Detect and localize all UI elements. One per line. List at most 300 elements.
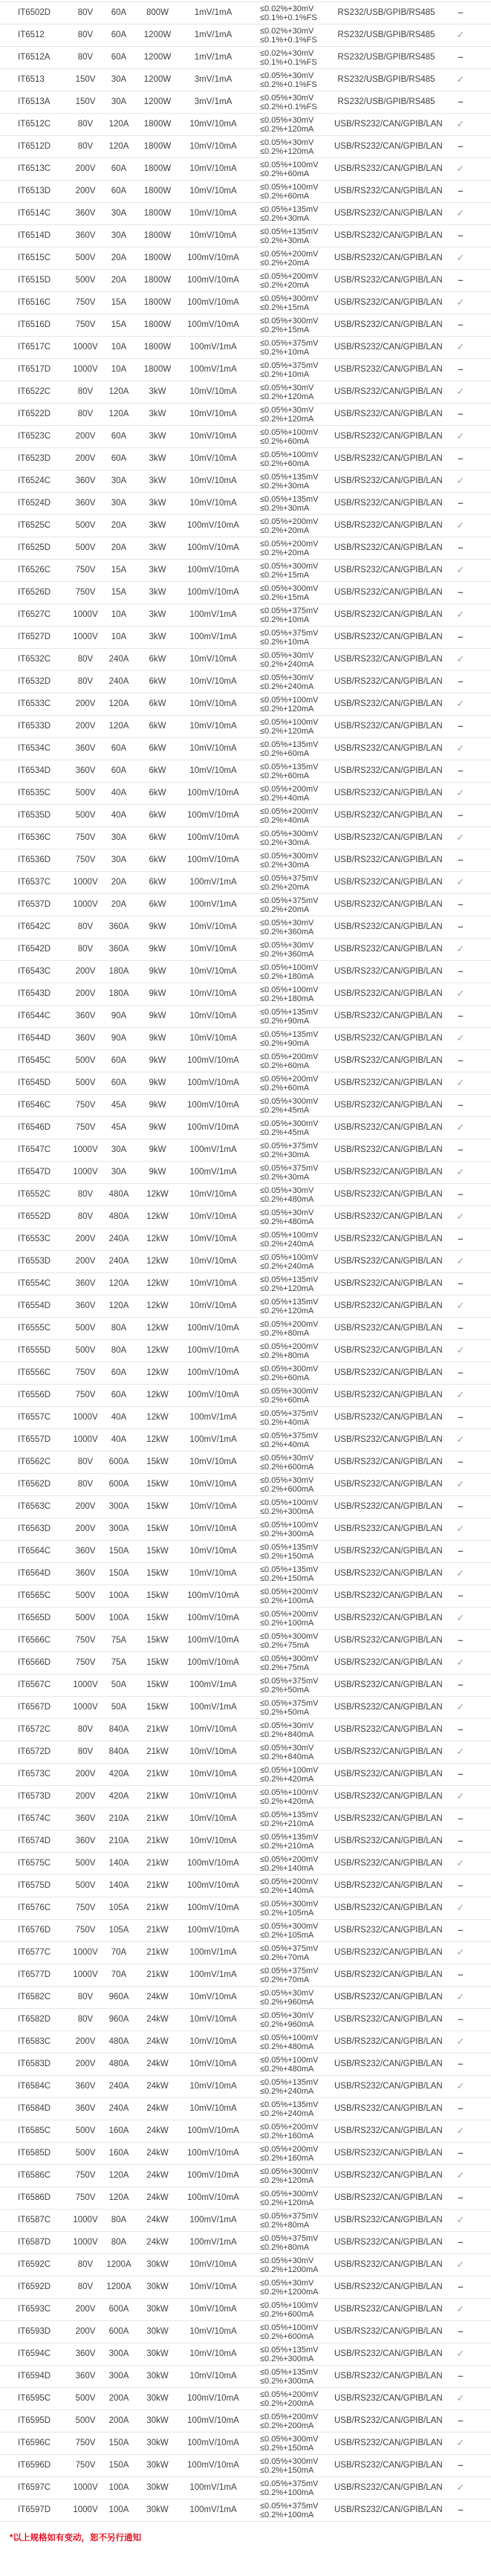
current-cell: 15A xyxy=(111,320,127,329)
accuracy-cell xyxy=(245,941,334,959)
table-row xyxy=(0,493,491,515)
power-cell: 6kW xyxy=(149,878,166,887)
model-cell: IT6542D xyxy=(18,945,51,954)
interfaces-cell: USB/RS232/CAN/GPIB/LAN xyxy=(334,1636,443,1645)
power-cell: 21kW xyxy=(146,1814,169,1823)
voltage-cell: 360V xyxy=(75,1814,96,1823)
current-cell: 1200A xyxy=(106,2282,131,2291)
model-cell: IT6577D xyxy=(18,1970,51,1979)
power-cell: 6kW xyxy=(149,766,166,775)
interfaces-cell: USB/RS232/CAN/GPIB/LAN xyxy=(334,744,443,753)
power-cell: 15kW xyxy=(146,1547,169,1556)
check-icon: ✓ xyxy=(456,1434,465,1445)
dash-icon: – xyxy=(458,921,464,932)
accuracy-voltage-line: ≤0.05%+100mV xyxy=(260,1230,319,1240)
voltage-cell: 1000V xyxy=(73,632,98,641)
standard-flag-cell xyxy=(438,899,483,910)
accuracy-current-line: ≤0.2%+75mA xyxy=(260,1663,310,1672)
standard-flag-cell xyxy=(438,1167,483,1178)
resolution-cell: 100mV/1mA xyxy=(189,632,237,641)
model-cell: IT6516C xyxy=(18,298,51,307)
accuracy-cell xyxy=(245,2301,334,2319)
accuracy-current-line: ≤0.2%+360mA xyxy=(260,927,314,936)
check-icon: ✓ xyxy=(456,787,465,798)
current-cell: 600A xyxy=(108,1480,129,1489)
resolution-cell: 10mV/10mA xyxy=(189,2372,237,2381)
table-row xyxy=(0,2366,491,2388)
accuracy-current-line: ≤0.2%+60mA xyxy=(260,169,310,178)
accuracy-voltage-line: ≤0.05%+300mV xyxy=(260,2456,319,2466)
power-cell: 12kW xyxy=(146,1391,169,1399)
standard-flag-cell xyxy=(438,1524,483,1535)
accuracy-cell xyxy=(245,1766,334,1784)
resolution-cell: 100mV/10mA xyxy=(187,1368,239,1377)
interfaces-cell: USB/RS232/CAN/GPIB/LAN xyxy=(334,1324,443,1333)
accuracy-voltage-line: ≤0.05%+200mV xyxy=(260,1877,319,1886)
current-cell: 60A xyxy=(111,454,127,463)
standard-flag-cell xyxy=(438,2215,483,2226)
voltage-cell: 750V xyxy=(75,1123,96,1132)
accuracy-cell xyxy=(245,71,334,89)
resolution-cell: 10mV/10mA xyxy=(189,1234,237,1243)
current-cell: 80A xyxy=(111,2216,127,2224)
voltage-cell: 750V xyxy=(75,298,96,307)
table-row xyxy=(0,2187,491,2210)
current-cell: 120A xyxy=(108,1279,129,1288)
accuracy-current-line: ≤0.2%+600mA xyxy=(260,2331,314,2341)
table-row xyxy=(0,1719,491,1741)
dash-icon: – xyxy=(458,230,464,241)
accuracy-current-line: ≤0.2%+80mA xyxy=(260,2220,310,2230)
table-row xyxy=(0,1452,491,1474)
check-icon: ✓ xyxy=(456,2214,465,2225)
standard-flag-cell xyxy=(438,1434,483,1446)
resolution-cell: 100mV/10mA xyxy=(187,1859,239,1868)
standard-flag-cell xyxy=(438,1992,483,2003)
accuracy-current-line: ≤0.2%+360mA xyxy=(260,949,314,959)
model-cell: IT6594C xyxy=(18,2349,51,2358)
check-icon: ✓ xyxy=(456,1211,465,1222)
table-row xyxy=(0,1006,491,1028)
power-cell: 30kW xyxy=(146,2372,169,2381)
accuracy-current-line: ≤0.2%+105mA xyxy=(260,1930,314,1940)
power-cell: 24kW xyxy=(146,2126,169,2135)
interfaces-cell: USB/RS232/CAN/GPIB/LAN xyxy=(334,1993,443,2001)
resolution-cell: 10mV/10mA xyxy=(189,989,237,998)
interfaces-cell: USB/RS232/CAN/GPIB/LAN xyxy=(334,722,443,731)
accuracy-voltage-line: ≤0.05%+300mV xyxy=(260,294,319,303)
current-cell: 120A xyxy=(108,2171,129,2180)
table-row xyxy=(0,1920,491,1942)
accuracy-current-line: ≤0.2%+960mA xyxy=(260,2019,314,2029)
accuracy-voltage-line: ≤0.05%+375mV xyxy=(260,1408,319,1418)
power-cell: 30kW xyxy=(146,2394,169,2403)
current-cell: 10A xyxy=(111,610,127,619)
accuracy-current-line: ≤0.2%+30mA xyxy=(260,481,310,491)
interfaces-cell: USB/RS232/CAN/GPIB/LAN xyxy=(334,320,443,329)
accuracy-voltage-line: ≤0.05%+375mV xyxy=(260,2501,319,2511)
standard-flag-cell xyxy=(438,632,483,643)
current-cell: 15A xyxy=(111,298,127,307)
power-cell: 9kW xyxy=(149,1168,166,1177)
model-cell: IT6582C xyxy=(18,1993,51,2001)
interfaces-cell: USB/RS232/CAN/GPIB/LAN xyxy=(334,1212,443,1221)
check-icon: ✓ xyxy=(456,386,465,397)
power-cell: 21kW xyxy=(146,1747,169,1756)
power-cell: 3kW xyxy=(149,387,166,396)
interfaces-cell: RS232/USB/GPIB/RS485 xyxy=(337,30,435,39)
table-row xyxy=(0,738,491,760)
voltage-cell: 500V xyxy=(75,1346,96,1355)
standard-flag-cell xyxy=(438,1234,483,1245)
table-row xyxy=(0,1741,491,1764)
current-cell: 480A xyxy=(108,1190,129,1199)
accuracy-cell xyxy=(245,205,334,223)
accuracy-voltage-line: ≤0.05%+300mV xyxy=(260,1386,319,1396)
accuracy-cell xyxy=(245,1365,334,1382)
model-cell: IT6597D xyxy=(18,2505,51,2514)
model-cell: IT6562C xyxy=(18,1457,51,1466)
voltage-cell: 80V xyxy=(77,1212,94,1221)
accuracy-cell xyxy=(245,896,334,914)
voltage-cell: 750V xyxy=(75,2439,96,2447)
interfaces-cell: USB/RS232/CAN/GPIB/LAN xyxy=(334,1725,443,1734)
accuracy-cell xyxy=(245,1833,334,1851)
interfaces-cell: USB/RS232/CAN/GPIB/LAN xyxy=(334,2193,443,2202)
power-cell: 9kW xyxy=(149,1123,166,1132)
model-cell: IT6594D xyxy=(18,2372,51,2381)
accuracy-voltage-line: ≤0.05%+135mV xyxy=(260,762,319,771)
dash-icon: – xyxy=(458,1322,464,1333)
standard-flag-cell xyxy=(438,119,483,130)
accuracy-current-line: ≤0.1%+0.1%FS xyxy=(260,13,317,22)
accuracy-cell xyxy=(245,428,334,446)
voltage-cell: 500V xyxy=(75,1614,96,1622)
table-row xyxy=(0,1674,491,1697)
accuracy-cell xyxy=(245,1454,334,1472)
interfaces-cell: USB/RS232/CAN/GPIB/LAN xyxy=(334,1926,443,1935)
interfaces-cell: RS232/USB/GPIB/RS485 xyxy=(337,75,435,84)
accuracy-voltage-line: ≤0.05%+135mV xyxy=(260,2345,319,2355)
check-icon: ✓ xyxy=(456,609,465,620)
check-icon: ✓ xyxy=(456,475,465,486)
interfaces-cell: USB/RS232/CAN/GPIB/LAN xyxy=(334,1614,443,1622)
accuracy-voltage-line: ≤0.05%+135mV xyxy=(260,1542,319,1552)
dash-icon: – xyxy=(458,542,464,553)
current-cell: 300A xyxy=(108,1524,129,1533)
accuracy-cell xyxy=(245,1476,334,1494)
model-cell: IT6523D xyxy=(18,454,51,463)
resolution-cell: 10mV/10mA xyxy=(189,499,237,508)
voltage-cell: 500V xyxy=(75,811,96,820)
check-icon: ✓ xyxy=(456,653,465,664)
accuracy-voltage-line: ≤0.05%+135mV xyxy=(260,1275,319,1284)
interfaces-cell: USB/RS232/CAN/GPIB/LAN xyxy=(334,454,443,463)
voltage-cell: 80V xyxy=(77,945,94,954)
resolution-cell: 100mV/10mA xyxy=(187,2149,239,2158)
table-row xyxy=(0,1585,491,1608)
accuracy-cell xyxy=(245,1164,334,1182)
resolution-cell: 100mV/10mA xyxy=(187,588,239,597)
power-cell: 30kW xyxy=(146,2483,169,2492)
voltage-cell: 1000V xyxy=(73,1680,98,1689)
check-icon: ✓ xyxy=(456,1857,465,1868)
model-cell: IT6526D xyxy=(18,588,51,597)
accuracy-voltage-line: ≤0.05%+375mV xyxy=(260,1944,319,1953)
voltage-cell: 1000V xyxy=(73,1970,98,1979)
accuracy-voltage-line: ≤0.05%+100mV xyxy=(260,182,319,192)
current-cell: 80A xyxy=(111,2238,127,2247)
standard-flag-cell xyxy=(438,1345,483,1356)
voltage-cell: 80V xyxy=(77,1725,94,1734)
accuracy-current-line: ≤0.2%+100mA xyxy=(260,2510,314,2520)
voltage-cell: 1000V xyxy=(73,365,98,374)
resolution-cell: 10mV/10mA xyxy=(189,142,237,151)
resolution-cell: 10mV/10mA xyxy=(189,164,237,173)
model-cell: IT6514C xyxy=(18,209,51,218)
standard-flag-cell xyxy=(438,2170,483,2181)
interfaces-cell: USB/RS232/CAN/GPIB/LAN xyxy=(334,164,443,173)
interfaces-cell: USB/RS232/CAN/GPIB/LAN xyxy=(334,989,443,998)
resolution-cell: 100mV/10mA xyxy=(187,1614,239,1622)
table-row xyxy=(0,2143,491,2165)
accuracy-current-line: ≤0.2%+40mA xyxy=(260,1417,310,1427)
standard-flag-cell xyxy=(438,409,483,420)
interfaces-cell: USB/RS232/CAN/GPIB/LAN xyxy=(334,1279,443,1288)
interfaces-cell: USB/RS232/CAN/GPIB/LAN xyxy=(334,476,443,485)
current-cell: 150A xyxy=(108,2439,129,2447)
power-cell: 24kW xyxy=(146,2082,169,2091)
standard-flag-cell xyxy=(438,520,483,531)
power-cell: 1800W xyxy=(143,187,172,195)
model-cell: IT6556D xyxy=(18,1391,51,1399)
resolution-cell: 10mV/10mA xyxy=(189,1569,237,1578)
accuracy-voltage-line: ≤0.05%+200mV xyxy=(260,271,319,281)
dash-icon: – xyxy=(458,185,464,196)
accuracy-current-line: ≤0.2%+420mA xyxy=(260,1796,314,1806)
resolution-cell: 10mV/10mA xyxy=(189,2327,237,2336)
table-row xyxy=(0,760,491,783)
power-cell: 12kW xyxy=(146,1234,169,1243)
accuracy-voltage-line: ≤0.05%+100mV xyxy=(260,1498,319,1507)
resolution-cell: 10mV/10mA xyxy=(189,1301,237,1310)
interfaces-cell: USB/RS232/CAN/GPIB/LAN xyxy=(334,231,443,240)
accuracy-voltage-line: ≤0.05%+375mV xyxy=(260,873,319,883)
power-cell: 30kW xyxy=(146,2305,169,2314)
accuracy-cell xyxy=(245,1944,334,1962)
model-cell: IT6583C xyxy=(18,2037,51,2046)
voltage-cell: 750V xyxy=(75,2193,96,2202)
dash-icon: – xyxy=(458,2459,464,2470)
resolution-cell: 10mV/10mA xyxy=(189,922,237,931)
voltage-cell: 360V xyxy=(75,2349,96,2358)
resolution-cell: 10mV/10mA xyxy=(189,655,237,664)
accuracy-current-line: ≤0.2%+300mA xyxy=(260,1529,314,1538)
voltage-cell: 750V xyxy=(75,1368,96,1377)
accuracy-current-line: ≤0.2%+20mA xyxy=(260,904,310,914)
accuracy-current-line: ≤0.2%+300mA xyxy=(260,2354,314,2363)
dash-icon: – xyxy=(458,453,464,464)
resolution-cell: 100mV/10mA xyxy=(187,1101,239,1110)
power-cell: 3kW xyxy=(149,566,166,575)
voltage-cell: 80V xyxy=(77,655,94,664)
dash-icon: – xyxy=(458,2058,464,2069)
interfaces-cell: USB/RS232/CAN/GPIB/LAN xyxy=(334,1145,443,1154)
accuracy-current-line: ≤0.2%+40mA xyxy=(260,793,310,803)
resolution-cell: 10mV/10mA xyxy=(189,1257,237,1266)
dash-icon: – xyxy=(458,720,464,731)
dash-icon: – xyxy=(458,1590,464,1601)
current-cell: 15A xyxy=(111,566,127,575)
table-row xyxy=(0,2343,491,2366)
accuracy-voltage-line: ≤0.02%+30mV xyxy=(260,4,314,13)
interfaces-cell: USB/RS232/CAN/GPIB/LAN xyxy=(334,1056,443,1065)
power-cell: 24kW xyxy=(146,2059,169,2068)
interfaces-cell: USB/RS232/CAN/GPIB/LAN xyxy=(334,1591,443,1600)
power-cell: 3kW xyxy=(149,432,166,441)
standard-flag-cell xyxy=(438,2148,483,2159)
voltage-cell: 80V xyxy=(77,120,94,129)
interfaces-cell: USB/RS232/CAN/GPIB/LAN xyxy=(334,298,443,307)
interfaces-cell: USB/RS232/CAN/GPIB/LAN xyxy=(334,432,443,441)
dash-icon: – xyxy=(458,319,464,330)
power-cell: 15kW xyxy=(146,1614,169,1622)
standard-flag-cell xyxy=(438,922,483,933)
voltage-cell: 750V xyxy=(75,1391,96,1399)
table-row xyxy=(0,448,491,470)
resolution-cell: 10mV/10mA xyxy=(189,699,237,708)
current-cell: 40A xyxy=(111,1435,127,1444)
dash-icon: – xyxy=(458,1367,464,1378)
resolution-cell: 10mV/10mA xyxy=(189,209,237,218)
check-icon: ✓ xyxy=(456,520,465,531)
model-cell: IT6565C xyxy=(18,1591,51,1600)
voltage-cell: 80V xyxy=(77,1457,94,1466)
model-cell: IT6585D xyxy=(18,2149,51,2158)
resolution-cell: 10mV/10mA xyxy=(189,187,237,195)
model-cell: IT6513D xyxy=(18,187,51,195)
accuracy-current-line: ≤0.2%+120mA xyxy=(260,1306,314,1315)
accuracy-voltage-line: ≤0.05%+100mV xyxy=(260,450,319,459)
resolution-cell: 1mV/1mA xyxy=(194,8,233,17)
accuracy-current-line: ≤0.2%+120mA xyxy=(260,392,314,401)
accuracy-current-line: ≤0.2%+60mA xyxy=(260,771,310,780)
accuracy-voltage-line: ≤0.05%+300mV xyxy=(260,316,319,326)
voltage-cell: 750V xyxy=(75,855,96,864)
standard-flag-cell xyxy=(438,1613,483,1624)
resolution-cell: 10mV/10mA xyxy=(189,967,237,976)
accuracy-current-line: ≤0.2%+180mA xyxy=(260,971,314,981)
accuracy-cell xyxy=(245,785,334,803)
power-cell: 24kW xyxy=(146,2216,169,2224)
power-cell: 15kW xyxy=(146,1591,169,1600)
accuracy-voltage-line: ≤0.05%+375mV xyxy=(260,1431,319,1440)
accuracy-current-line: ≤0.2%+120mA xyxy=(260,2198,314,2207)
current-cell: 60A xyxy=(111,164,127,173)
resolution-cell: 100mV/1mA xyxy=(189,1948,237,1957)
resolution-cell: 100mV/10mA xyxy=(187,2171,239,2180)
model-cell: IT6597C xyxy=(18,2483,51,2492)
voltage-cell: 150V xyxy=(75,75,96,84)
accuracy-cell xyxy=(245,963,334,981)
model-cell: IT6535C xyxy=(18,789,51,797)
table-row xyxy=(0,716,491,738)
accuracy-current-line: ≤0.2%+0.1%FS xyxy=(260,102,317,111)
table-row xyxy=(0,1652,491,1674)
table-row xyxy=(0,2232,491,2254)
current-cell: 600A xyxy=(108,2327,129,2336)
interfaces-cell: USB/RS232/CAN/GPIB/LAN xyxy=(334,967,443,976)
resolution-cell: 100mV/1mA xyxy=(189,343,237,352)
check-icon: ✓ xyxy=(456,2437,465,2448)
power-cell: 3kW xyxy=(149,588,166,597)
current-cell: 100A xyxy=(108,1591,129,1600)
standard-flag-cell xyxy=(438,2304,483,2315)
accuracy-voltage-line: ≤0.05%+30mV xyxy=(260,2256,314,2265)
accuracy-voltage-line: ≤0.05%+375mV xyxy=(260,606,319,615)
interfaces-cell: RS232/USB/GPIB/RS485 xyxy=(337,8,435,17)
current-cell: 840A xyxy=(108,1747,129,1756)
table-row xyxy=(0,1295,491,1318)
standard-flag-cell xyxy=(438,2259,483,2271)
dash-icon: – xyxy=(458,676,464,687)
power-cell: 12kW xyxy=(146,1413,169,1422)
accuracy-current-line: ≤0.2%+15mA xyxy=(260,302,310,312)
standard-flag-cell xyxy=(438,498,483,509)
accuracy-voltage-line: ≤0.05%+300mV xyxy=(260,561,319,571)
accuracy-current-line: ≤0.2%+300mA xyxy=(260,1507,314,1516)
voltage-cell: 80V xyxy=(77,53,94,62)
model-cell: IT6552C xyxy=(18,1190,51,1199)
standard-flag-cell xyxy=(438,364,483,375)
accuracy-current-line: ≤0.2%+30mA xyxy=(260,860,310,870)
voltage-cell: 1000V xyxy=(73,2505,98,2514)
power-cell: 1800W xyxy=(143,253,172,262)
model-cell: IT6532C xyxy=(18,655,51,664)
accuracy-current-line: ≤0.2%+240mA xyxy=(260,1239,314,1249)
check-icon: ✓ xyxy=(456,2303,465,2314)
model-cell: IT6595D xyxy=(18,2416,51,2425)
standard-flag-cell xyxy=(438,2059,483,2070)
current-cell: 480A xyxy=(108,1212,129,1221)
accuracy-cell xyxy=(245,740,334,758)
voltage-cell: 80V xyxy=(77,1993,94,2001)
standard-flag-cell xyxy=(438,966,483,977)
accuracy-cell xyxy=(245,986,334,1003)
check-icon: ✓ xyxy=(456,1790,465,1802)
standard-flag-cell xyxy=(438,208,483,219)
resolution-cell: 100mV/1mA xyxy=(189,900,237,909)
model-cell: IT6564C xyxy=(18,1547,51,1556)
resolution-cell: 10mV/10mA xyxy=(189,2015,237,2024)
model-cell: IT6576C xyxy=(18,1903,51,1912)
accuracy-current-line: ≤0.2%+10mA xyxy=(260,615,310,624)
power-cell: 15kW xyxy=(146,1457,169,1466)
accuracy-voltage-line: ≤0.05%+300mV xyxy=(260,1631,319,1641)
accuracy-cell xyxy=(245,2279,334,2297)
table-row xyxy=(0,1608,491,1630)
accuracy-cell xyxy=(245,1275,334,1293)
dash-icon: – xyxy=(458,2147,464,2158)
accuracy-voltage-line: ≤0.05%+30mV xyxy=(260,1475,314,1485)
standard-flag-cell xyxy=(438,1011,483,1022)
accuracy-cell xyxy=(245,1543,334,1561)
table-row xyxy=(0,916,491,939)
power-cell: 12kW xyxy=(146,1324,169,1333)
voltage-cell: 360V xyxy=(75,1569,96,1578)
interfaces-cell: USB/RS232/CAN/GPIB/LAN xyxy=(334,811,443,820)
voltage-cell: 80V xyxy=(77,2282,94,2291)
